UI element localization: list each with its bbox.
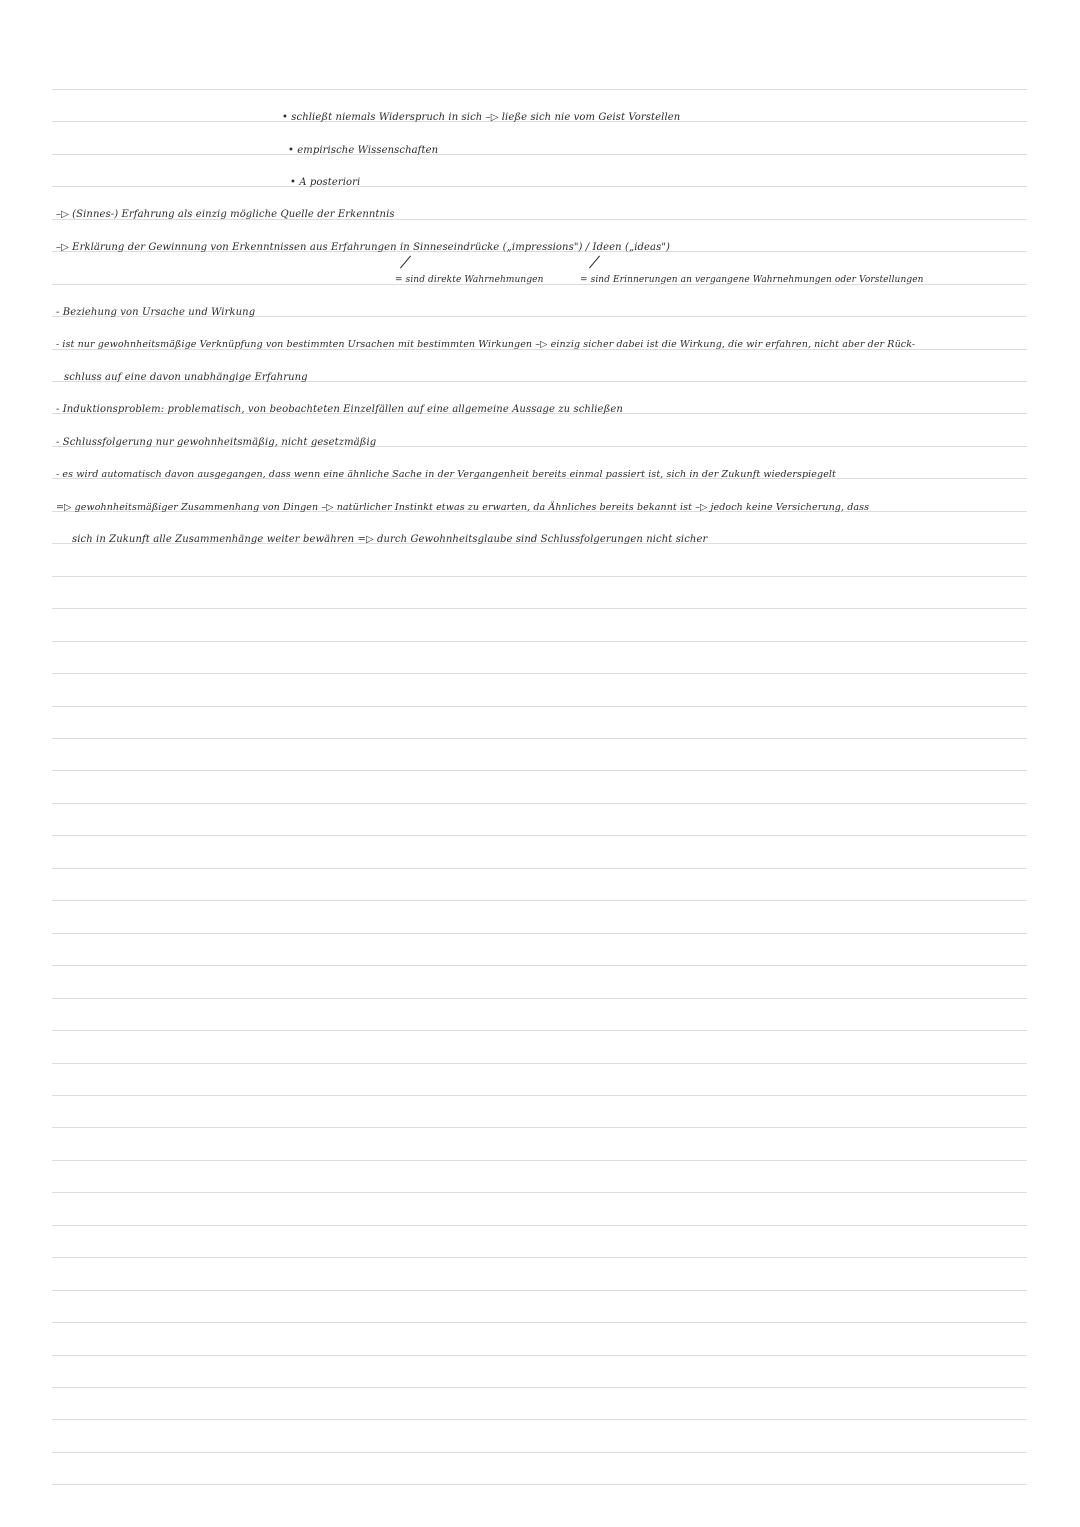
ruled-line — [52, 835, 1027, 836]
note-line-5: –▷ Erklärung der Gewinnung von Erkenntnissen aus Erfahrungen in Sinneseindrücke („impressions") / Ideen („ideas") — [56, 242, 671, 253]
ruled-line — [52, 803, 1027, 804]
ruled-line — [52, 1257, 1027, 1258]
ruled-line — [52, 1192, 1027, 1193]
note-line-2: • empirische Wissenschaften — [288, 145, 439, 156]
ruled-line — [52, 965, 1027, 966]
ruled-line — [52, 1419, 1027, 1420]
note-line-7: - ist nur gewohnheitsmäßige Verknüpfung von bestimmten Ursachen mit bestimmten Wirkungen –▷ einzig sicher dabei ist die Wirkung, die wir erfahren, nicht aber der Rück- — [56, 339, 916, 350]
ruled-line — [52, 1322, 1027, 1323]
ruled-line — [52, 1355, 1027, 1356]
note-line-12: =▷ gewohnheitsmäßiger Zusammenhang von Dingen –▷ natürlicher Instinkt etwas zu erwarten, da Ähnliches bereits bekannt ist –▷ jedoch keine Versicherung, dass — [56, 502, 870, 513]
note-line-4: –▷ (Sinnes-) Erfahrung als einzig mögliche Quelle der Erkenntnis — [56, 209, 395, 220]
ruled-line — [52, 900, 1027, 901]
ruled-line — [52, 576, 1027, 577]
ruled-line — [52, 154, 1027, 155]
ruled-line — [52, 186, 1027, 187]
ruled-line — [52, 1095, 1027, 1096]
ruled-line — [52, 1063, 1027, 1064]
note-line-3: • A posteriori — [290, 177, 361, 188]
ruled-line — [52, 998, 1027, 999]
note-line-5a: = sind direkte Wahrnehmungen — [395, 275, 544, 285]
ruled-line — [52, 933, 1027, 934]
note-line-13: sich in Zukunft alle Zusammenhänge weiter bewähren =▷ durch Gewohnheitsglaube sind Schlussfolgerungen nicht sicher — [72, 534, 708, 545]
note-line-9: - Induktionsproblem: problematisch, von beobachteten Einzelfällen auf eine allgemeine Aussage zu schließen — [56, 404, 623, 415]
ruled-line — [52, 1030, 1027, 1031]
ruled-line — [52, 1484, 1027, 1485]
ruled-line — [52, 1387, 1027, 1388]
ruled-line — [52, 673, 1027, 674]
ruled-line — [52, 1127, 1027, 1128]
ruled-line — [52, 641, 1027, 642]
ruled-line — [52, 1225, 1027, 1226]
ruled-line — [52, 1452, 1027, 1453]
note-line-11: - es wird automatisch davon ausgegangen, dass wenn eine ähnliche Sache in der Vergangenheit bereits einmal passiert ist, sich in der Zukunft wiederspiegelt — [56, 469, 836, 480]
ruled-line — [52, 608, 1027, 609]
note-line-8: schluss auf eine davon unabhängige Erfahrung — [64, 372, 308, 383]
note-line-1: • schließt niemals Widerspruch in sich –▷ ließe sich nie vom Geist Vorstellen — [282, 112, 681, 123]
note-line-5b: = sind Erinnerungen an vergangene Wahrnehmungen oder Vorstellungen — [580, 275, 924, 285]
ruled-line — [52, 1160, 1027, 1161]
ruled-line — [52, 89, 1027, 90]
ruled-line — [52, 868, 1027, 869]
ruled-line — [52, 738, 1027, 739]
note-line-10: - Schlussfolgerung nur gewohnheitsmäßig, nicht gesetzmäßig — [56, 437, 377, 448]
note-line-6: - Beziehung von Ursache und Wirkung — [56, 307, 256, 318]
ruled-line — [52, 770, 1027, 771]
ruled-line — [52, 706, 1027, 707]
ruled-line — [52, 1290, 1027, 1291]
